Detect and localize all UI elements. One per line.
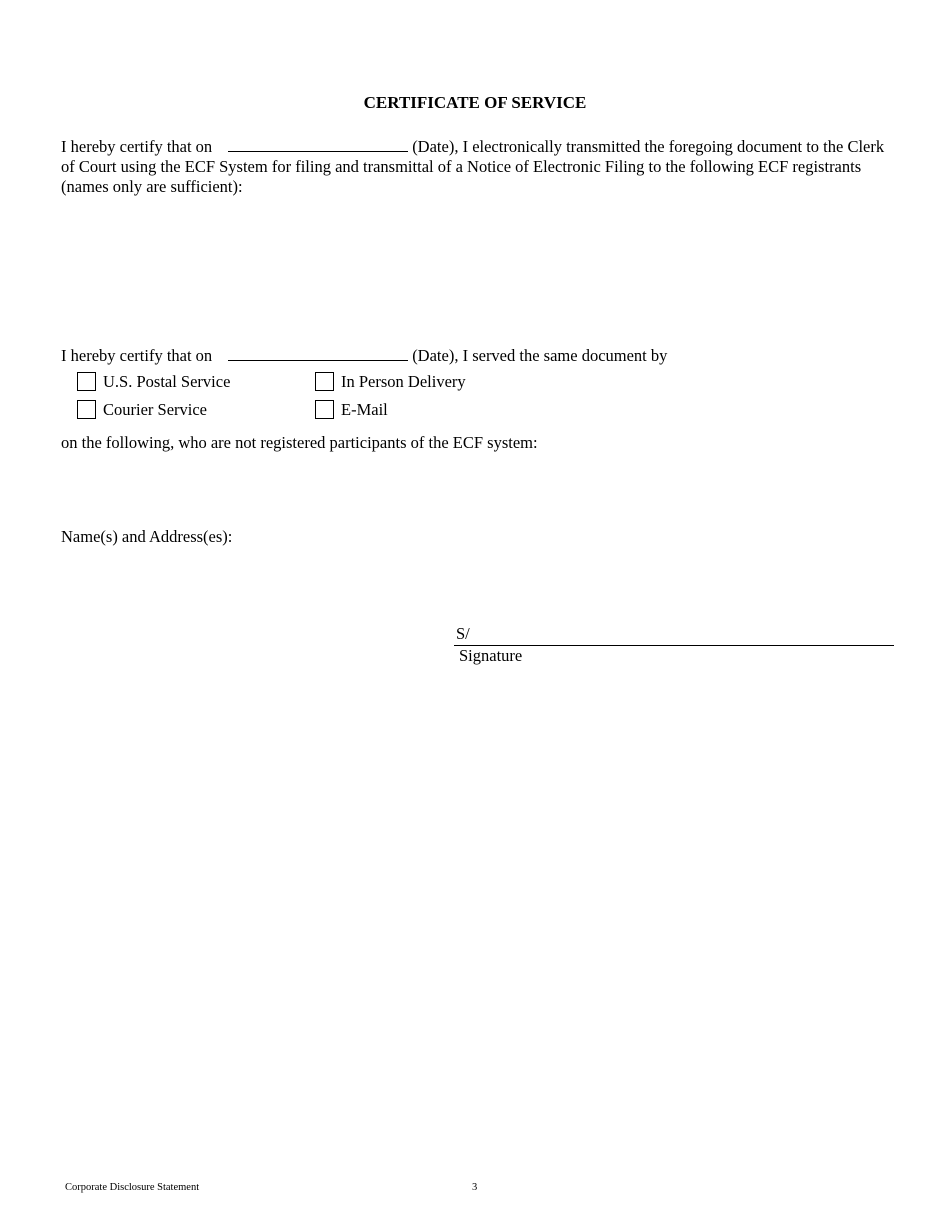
footer-document-name: Corporate Disclosure Statement [65,1182,200,1193]
postal-service-checkbox[interactable] [77,372,96,391]
served-after-date-text: (Date), I served the same document by [412,346,668,365]
email-label: E-Mail [341,400,388,419]
postal-service-label: U.S. Postal Service [103,372,231,391]
signature-label: Signature [459,646,523,665]
email-checkbox[interactable] [315,400,334,419]
served-intro-text: I hereby certify that on [61,346,213,365]
page-title: CERTIFICATE OF SERVICE [363,93,587,112]
courier-service-label: Courier Service [103,400,208,419]
non-registered-participants-text: on the following, who are not registered participants of the ECF system: [61,433,538,452]
served-certification-line [61,345,667,366]
ecf-after-date-text: (Date), I electronically transmitted the foregoing document to the Clerk of Court using the ECF System for filing and transmittal of a Notice of Electronic Filing to the following ECF registrants (names only are sufficient): [61,137,885,196]
ecf-certification-paragraph [61,136,901,197]
signature-prefix: S/ [456,624,470,643]
courier-service-checkbox[interactable] [77,400,96,419]
page-number: 3 [472,1182,478,1193]
ecf-date-field[interactable] [228,136,408,152]
in-person-delivery-checkbox[interactable] [315,372,334,391]
ecf-intro-text: I hereby certify that on [61,137,213,156]
names-addresses-label: Name(s) and Address(es): [61,527,233,546]
served-date-field[interactable] [228,345,408,361]
in-person-delivery-label: In Person Delivery [341,372,466,391]
